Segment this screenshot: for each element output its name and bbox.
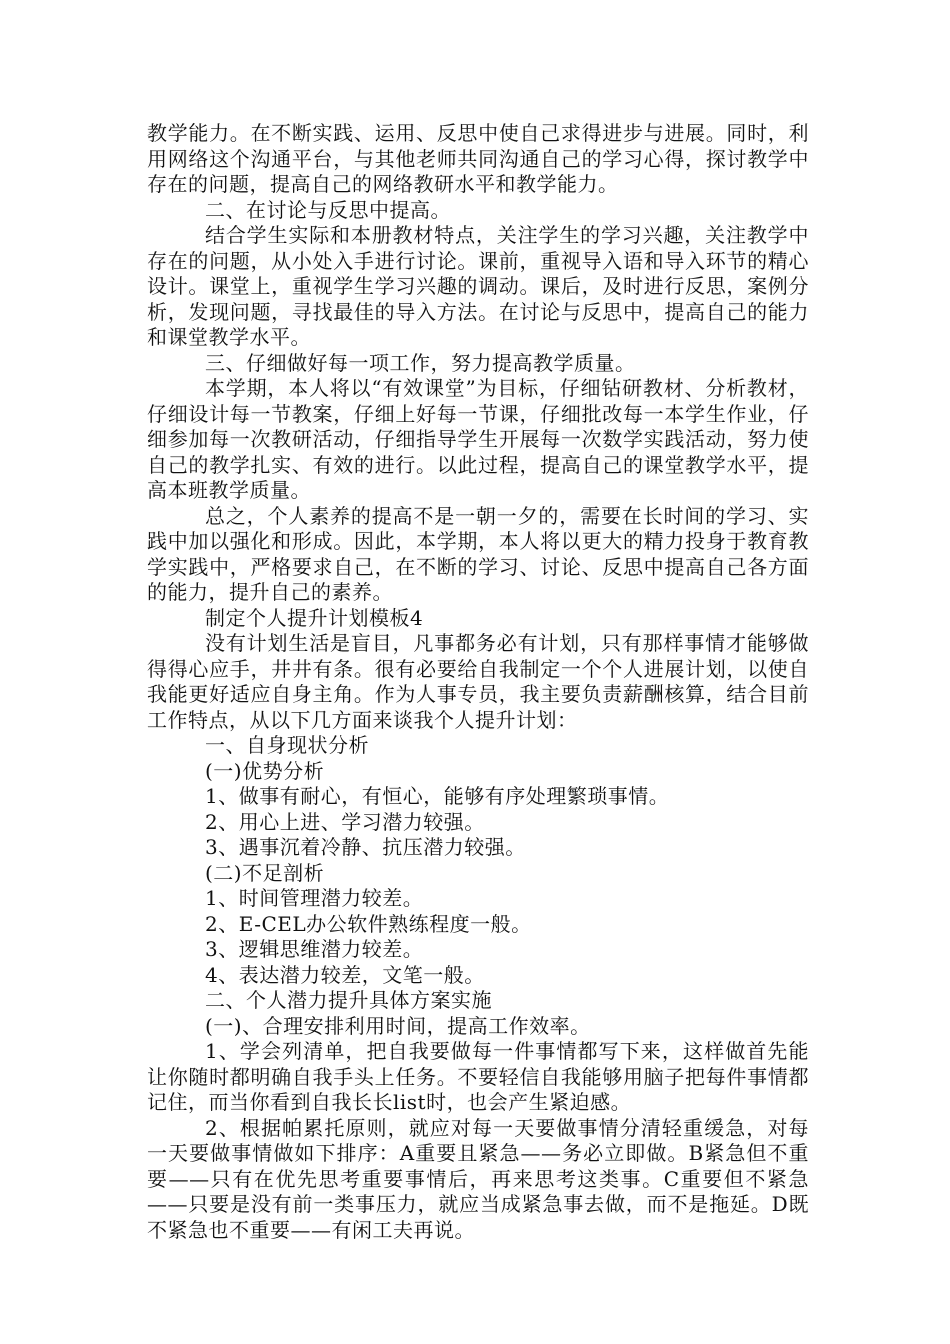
document-title: 制定个人提升计划模板4: [205, 605, 424, 630]
subsection-heading: (二)不足剖析: [205, 860, 325, 885]
section-heading: 二、个人潜力提升具体方案实施: [205, 988, 492, 1012]
paragraph: 2、根据帕累托原则，就应对每一天要做事情分清轻重缓急，对每一天要做事情做如下排序：A重要且紧急——务必立即做。B紧急但不重要——只有在优先思考重要事情后，再来思考这类事。C重要但不紧急——只要是没有前一类事压力，就应当成紧急事去做，而不是拖延。D既不紧急也不重要——有闲工夫再说。: [147, 1115, 809, 1242]
list-item: 4、表达潜力较差，文笔一般。: [205, 962, 485, 987]
list-item: 3、遇事沉着冷静、抗压潜力较强。: [205, 835, 526, 859]
section-heading: 二、在讨论与反思中提高。: [205, 197, 451, 222]
document-body: [147, 121, 809, 1243]
paragraph: 教学能力。在不断实践、运用、反思中使自己求得进步与进展。同时，利用网络这个沟通平台，与其他老师共同沟通自己的学习心得，探讨教学中存在的问题，提高自己的网络教研水平和教学能力。: [147, 121, 809, 196]
paragraph: 本学期，本人将以“有效课堂”为目标，仔细钻研教材、分析教材，仔细设计每一节教案，仔细上好每一节课，仔细批改每一本学生作业，仔细参加每一次教研活动，仔细指导学生开展每一次数学实践活动，努力使自己的教学扎实、有效的进行。以此过程，提高自己的课堂教学水平，提高本班教学质量。: [147, 376, 809, 502]
paragraph: 1、学会列清单，把自我要做每一件事情都写下来，这样做首先能让你随时都明确自我手头上任务。不要轻信自我能够用脑子把每件事情都记住，而当你看到自我长长list时，也会产生紧迫感。: [147, 1039, 809, 1114]
list-item: 3、逻辑思维潜力较差。: [205, 937, 424, 961]
list-item: 1、时间管理潜力较差。: [205, 886, 424, 910]
paragraph: 没有计划生活是盲目，凡事都务必有计划，只有那样事情才能够做得得心应手，井井有条。很有必要给自我制定一个个人进展计划，以使自我能更好适应自身主角。作为人事专员，我主要负责薪酬核算，结合目前工作特点，从以下几方面来谈我个人提升计划：: [147, 631, 809, 732]
subsection-heading: (一)优势分析: [205, 758, 325, 783]
paragraph: 结合学生实际和本册教材特点，关注学生的学习兴趣，关注教学中存在的问题，从小处入手进行讨论。课前，重视导入语和导入环节的精心设计。课堂上，重视学生学习兴趣的调动。课后，及时进行反思，案例分析，发现问题，寻找最佳的导入方法。在讨论与反思中，提高自己的能力和课堂教学水平。: [147, 223, 809, 349]
subsection-heading: (一)、合理安排利用时间，提高工作效率。: [205, 1013, 591, 1038]
paragraph: 总之，个人素养的提高不是一朝一夕的，需要在长时间的学习、实践中加以强化和形成。因此，本学期，本人将以更大的精力投身于教育教学实践中，严格要求自己，在不断的学习、讨论、反思中提高自己各方面的能力，提升自己的素养。: [147, 503, 809, 604]
list-item: 2、用心上进、学习潜力较强。: [205, 809, 485, 834]
list-item: 1、做事有耐心，有恒心，能够有序处理繁琐事情。: [205, 784, 670, 808]
section-heading: 一、自身现状分析: [205, 733, 369, 757]
section-heading: 三、仔细做好每一项工作，努力提高教学质量。: [205, 350, 636, 375]
list-item: 2、E-CEL办公软件熟练程度一般。: [205, 911, 532, 936]
